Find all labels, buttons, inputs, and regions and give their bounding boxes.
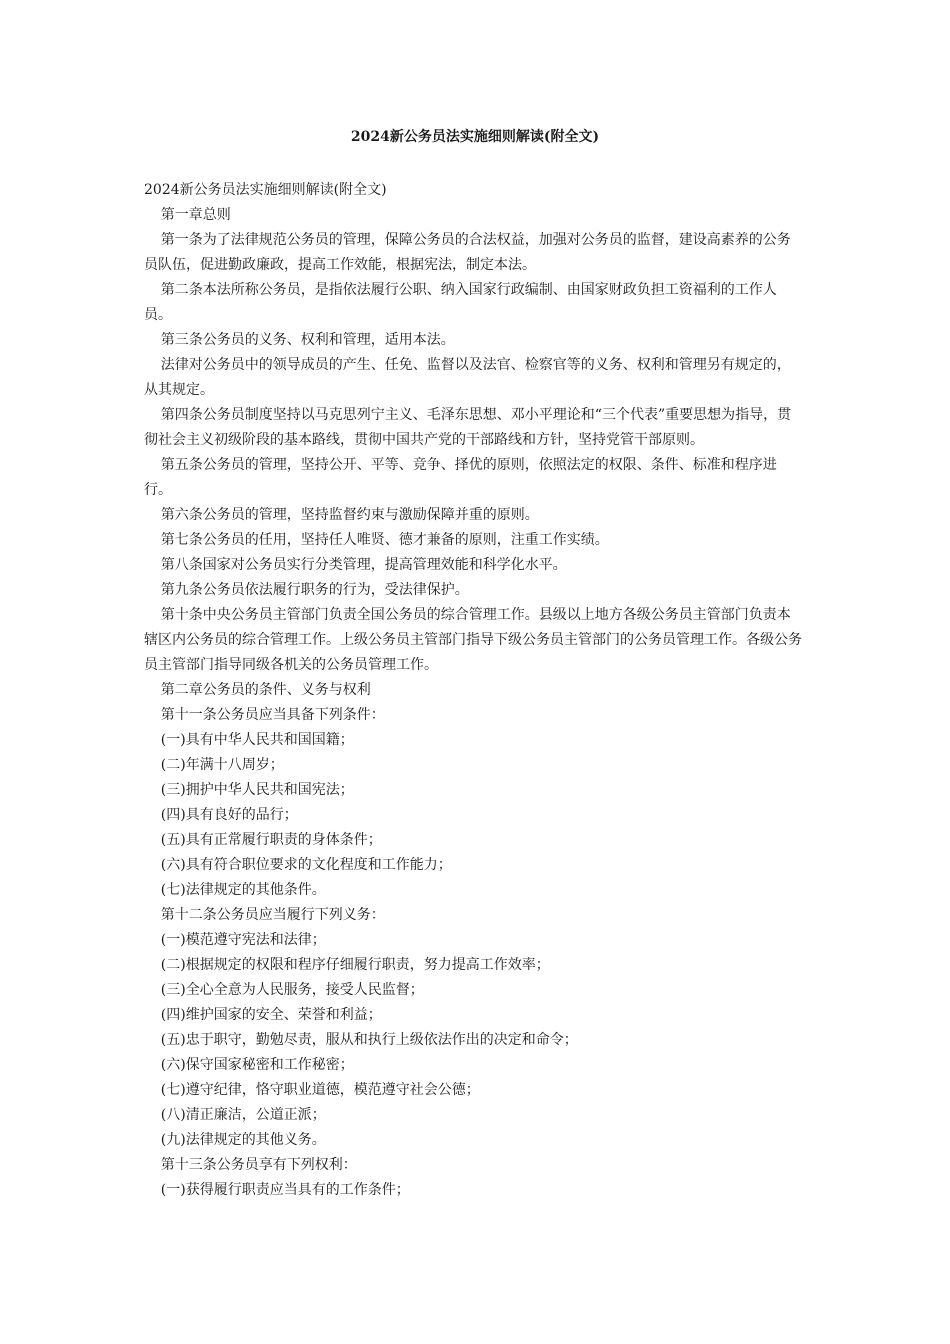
list-item: (四)维护国家的安全、荣誉和利益； xyxy=(160,1007,382,1023)
paragraph: 第五条公务员的管理，坚持公开、平等、竞争、择优的原则，依照法定的权限、条件、标准和程序进行。 xyxy=(144,457,777,498)
paragraph: 第七条公务员的任用，坚持任人唯贤、德才兼备的原则，注重工作实绩。 xyxy=(160,532,609,548)
body-heading: 2024新公务员法实施细则解读(附全文) xyxy=(144,182,387,198)
list-item: (七)遵守纪律，恪守职业道德，模范遵守社会公德； xyxy=(160,1082,480,1098)
paragraph: 法律对公务员中的领导成员的产生、任免、监督以及法官、检察官等的义务、权利和管理另有规定的，从其规定。 xyxy=(144,357,791,398)
list-item: (五)忠于职守，勤勉尽责，服从和执行上级依法作出的决定和命令； xyxy=(160,1032,578,1048)
paragraph: 第一条为了法律规范公务员的管理，保障公务员的合法权益，加强对公务员的监督，建设高素养的公务员队伍，促进勤政廉政，提高工作效能，根据宪法，制定本法。 xyxy=(144,232,791,273)
paragraph: 第四条公务员制度坚持以马克思列宁主义、毛泽东思想、邓小平理论和“三个代表”重要思想为指导，贯彻社会主义初级阶段的基本路线，贯彻中国共产党的干部路线和方针，坚持党管干部原则。 xyxy=(144,407,792,448)
chapter-heading: 第二章公务员的条件、义务与权利 xyxy=(160,682,371,698)
chapter-heading: 第一章总则 xyxy=(160,207,231,223)
paragraph: 第八条国家对公务员实行分类管理，提高管理效能和科学化水平。 xyxy=(160,557,567,573)
paragraph: 第十一条公务员应当具备下列条件： xyxy=(160,707,385,723)
list-item: (六)具有符合职位要求的文化程度和工作能力； xyxy=(160,857,452,873)
list-item: (二)年满十八周岁； xyxy=(160,757,284,773)
paragraph: 第三条公务员的义务、权利和管理，适用本法。 xyxy=(160,332,455,348)
list-item: (四)具有良好的品行； xyxy=(160,807,298,823)
list-item: (一)具有中华人民共和国国籍； xyxy=(160,732,354,748)
paragraph: 第十三条公务员享有下列权利： xyxy=(160,1157,357,1173)
list-item: (八)清正廉洁，公道正派； xyxy=(160,1107,326,1123)
list-item: (五)具有正常履行职责的身体条件； xyxy=(160,832,382,848)
paragraph: 第六条公务员的管理，坚持监督约束与激励保障并重的原则。 xyxy=(160,507,539,523)
list-item: (六)保守国家秘密和工作秘密； xyxy=(160,1057,354,1073)
list-item: (三)拥护中华人民共和国宪法； xyxy=(160,782,354,798)
document-title: 2024新公务员法实施细则解读(附全文) xyxy=(350,129,600,145)
list-item: (二)根据规定的权限和程序仔细履行职责，努力提高工作效率； xyxy=(160,957,550,973)
list-item: (一)获得履行职责应当具有的工作条件； xyxy=(160,1182,410,1198)
list-item: (一)模范遵守宪法和法律； xyxy=(160,932,326,948)
list-item: (七)法律规定的其他条件。 xyxy=(160,882,326,898)
list-item: (九)法律规定的其他义务。 xyxy=(160,1132,326,1148)
list-item: (三)全心全意为人民服务，接受人民监督； xyxy=(160,982,424,998)
paragraph: 第二条本法所称公务员，是指依法履行公职、纳入国家行政编制、由国家财政负担工资福利的工作人员。 xyxy=(144,282,777,323)
paragraph: 第十条中央公务员主管部门负责全国公务员的综合管理工作。县级以上地方各级公务员主管部门负责本辖区内公务员的综合管理工作。上级公务员主管部门指导下级公务员主管部门的公务员管理工作。各级公务员主管部门指导同级各机关的公务员管理工作。 xyxy=(144,607,802,673)
paragraph: 第十二条公务员应当履行下列义务： xyxy=(160,907,385,923)
document-body xyxy=(144,178,804,1203)
paragraph: 第九条公务员依法履行职务的行为，受法律保护。 xyxy=(160,582,469,598)
